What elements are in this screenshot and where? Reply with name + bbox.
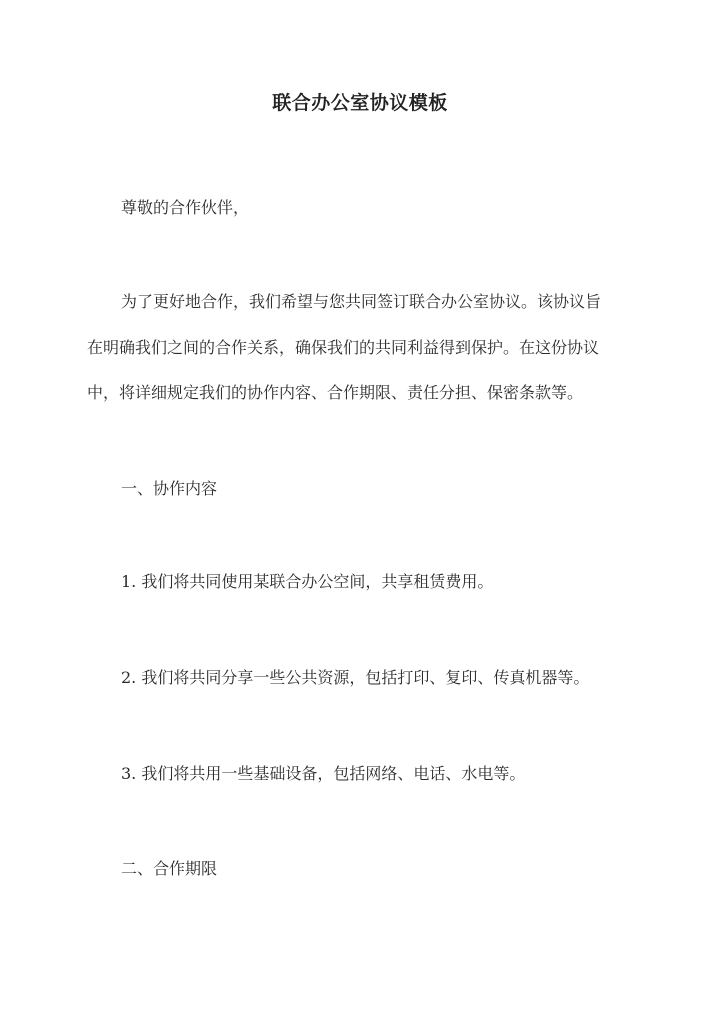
intro-line-1: 为了更好地合作，我们希望与您共同签订联合办公室协议。该协议旨 <box>121 292 602 311</box>
salutation: 尊敬的合作伙伴， <box>121 198 250 217</box>
intro-line-3: 中，将详细规定我们的协作内容、合作期限、责任分担、保密条款等。 <box>87 383 584 402</box>
list-item: 1. 我们将共同使用某联合办公空间，共享租赁费用。 <box>121 572 494 591</box>
list-item: 3. 我们将共用一些基础设备，包括网络、电话、水电等。 <box>121 764 526 783</box>
intro-line-2: 在明确我们之间的合作关系，确保我们的共同利益得到保护。在这份协议 <box>87 338 600 357</box>
section-heading-cooperation-content: 一、协作内容 <box>121 479 218 498</box>
document-title: 联合办公室协议模板 <box>272 92 448 114</box>
section-heading-cooperation-period: 二、合作期限 <box>121 859 218 878</box>
list-item: 2. 我们将共同分享一些公共资源，包括打印、复印、传真机器等。 <box>121 668 590 687</box>
